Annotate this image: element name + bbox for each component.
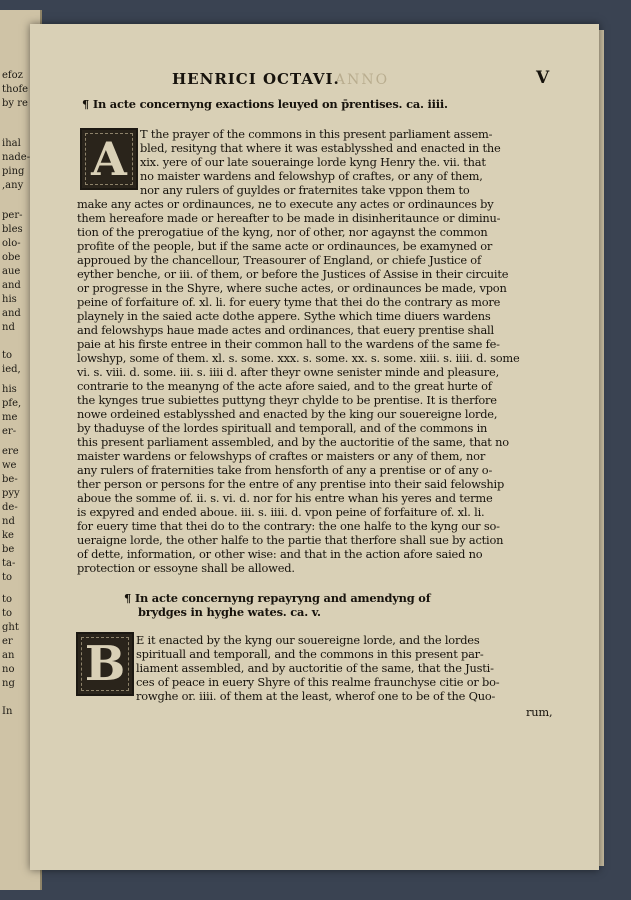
text-line: nor any rulers of guyldes or fraternites take vppon them to bbox=[140, 183, 470, 197]
facing-page-fragment: by re bbox=[2, 98, 28, 109]
text-line: ther person or persons for the entre of any prentise into their said felowship bbox=[77, 477, 505, 491]
facing-page-fragment: ere bbox=[2, 446, 19, 457]
facing-page-fragment: de- bbox=[2, 502, 18, 513]
text-line: for euery time that thei do to the contrary: the one halfe to the kyng our so- bbox=[77, 519, 500, 533]
facing-page-fragment: nd bbox=[2, 322, 15, 333]
facing-page-fragment: er- bbox=[2, 426, 17, 437]
text-line: nowe ordeined establysshed and enacted by the king our souereigne lorde, bbox=[77, 407, 498, 421]
text-line: xix. yere of our late souerainge lorde kyng Henry the. vii. that bbox=[140, 155, 486, 169]
facing-page-fragment: bles bbox=[2, 224, 23, 235]
text-line: spirituall and temporall, and the commons in this present par- bbox=[136, 647, 484, 661]
facing-page-fragment: ied, bbox=[2, 364, 21, 375]
text-line: ces of peace in euery Shyre of this realme fraunchyse citie or bo- bbox=[136, 675, 500, 689]
text-line: vi. s. viii. d. some. iii. s. iiii d. after theyr owne senister minde and pleasure, bbox=[77, 365, 499, 379]
text-line: bled, resityng that where it was establysshed and enacted in the bbox=[140, 141, 501, 155]
paragraph-mark-icon: ¶ bbox=[82, 97, 90, 111]
facing-page-fragment: aue bbox=[2, 266, 21, 277]
text-line: T the prayer of the commons in this present parliament assem- bbox=[140, 127, 493, 141]
text-line: them hereafore made or hereafter to be made in disinheritaunce or diminu- bbox=[77, 211, 501, 225]
facing-page-fragment: ping bbox=[2, 166, 25, 177]
facing-page-fragment: ght bbox=[2, 622, 19, 633]
facing-page-fragment: thofe bbox=[2, 84, 29, 95]
text-line: make any actes or ordinaunces, ne to execute any actes or ordinaunces by bbox=[77, 197, 494, 211]
facing-page-fragment: per- bbox=[2, 210, 23, 221]
text-line: E it enacted by the kyng our souereigne lorde, and the lordes bbox=[136, 633, 480, 647]
facing-page-fragment: nade- bbox=[2, 152, 31, 163]
facing-page-fragment: olo- bbox=[2, 238, 21, 249]
text-line: protection or essoyne shall be allowed. bbox=[77, 561, 295, 575]
text-line: is expyred and ended aboue. iii. s. iiii. d. vpon peine of forfaiture of. xl. li. bbox=[77, 505, 485, 519]
facing-page-fragment: his bbox=[2, 384, 17, 395]
page-text bbox=[30, 24, 599, 870]
paragraph-mark-icon: ¶ bbox=[124, 591, 132, 605]
facing-page-fragment: no bbox=[2, 664, 15, 675]
text-line: any rulers of fraternities take from hensforth of any a prentise or of any o- bbox=[77, 463, 493, 477]
text-line: ueraigne lorde, the other halfe to the partie that therfore shall sue by action bbox=[77, 533, 504, 547]
act-title: ¶ In acte concernyng exactions leuyed on p̄rentises. ca. iiii. bbox=[82, 97, 448, 111]
bleed-through-text: ANNO bbox=[335, 72, 390, 88]
ornamental-initial: A bbox=[80, 128, 138, 190]
text-line: liament assembled, and by auctoritie of the same, that the Justi- bbox=[136, 661, 494, 675]
text-line: profite of the people, but if the same acte or ordinaunces, be examyned or bbox=[77, 239, 493, 253]
text-line: tion of the prerogatiue of the kyng, nor of other, nor agaynst the common bbox=[77, 225, 488, 239]
facing-page-fragment: be- bbox=[2, 474, 18, 485]
facing-page-fragment: to bbox=[2, 594, 13, 605]
folio-number: V bbox=[536, 68, 550, 88]
facing-page-fragment: ta- bbox=[2, 558, 16, 569]
facing-page-fragment: to bbox=[2, 350, 13, 361]
text-line: or progresse in the Shyre, where suche actes, or ordinaunces be made, vpon bbox=[77, 281, 507, 295]
text-line: no maister wardens and felowshyp of craftes, or any of them, bbox=[140, 169, 483, 183]
facing-page-fragment: me bbox=[2, 412, 18, 423]
text-line: paie at his firste entree in their common hall to the wardens of the same fe- bbox=[77, 337, 500, 351]
text-line: peine of forfaiture of. xl. li. for euery tyme that thei do the contrary as more bbox=[77, 295, 501, 309]
facing-page-fragment: and bbox=[2, 308, 21, 319]
text-line: lowshyp, some of them. xl. s. some. xxx. s. some. xx. s. some. xiii. s. iiii. d. some bbox=[77, 351, 520, 365]
text-line: rowghe or. iiii. of them at the least, wherof one to be of the Quo- bbox=[136, 689, 496, 703]
catchword: rum, bbox=[526, 705, 553, 719]
facing-page-fragment: an bbox=[2, 650, 15, 661]
book-page bbox=[30, 24, 599, 870]
facing-page-fragment: er bbox=[2, 636, 13, 647]
facing-page-fragment: ihal bbox=[2, 138, 21, 149]
text-line: approued by the chancellour, Treasourer of England, or chiefe Justice of bbox=[77, 253, 481, 267]
text-line: aboue the somme of. ii. s. vi. d. nor for his entre whan his yeres and terme bbox=[77, 491, 493, 505]
ornamental-initial: B bbox=[76, 632, 134, 696]
text-line: by thaduyse of the lordes spirituall and temporall, and of the commons in bbox=[77, 421, 488, 435]
facing-page-fragment: nd bbox=[2, 516, 15, 527]
facing-page-fragment: we bbox=[2, 460, 17, 471]
facing-page-fragment: ke bbox=[2, 530, 14, 541]
text-line: of dette, information, or other wise: and that in the action afore saied no bbox=[77, 547, 483, 561]
facing-page-fragment: In bbox=[2, 706, 13, 717]
facing-page-fragment: pfe, bbox=[2, 398, 22, 409]
facing-page-fragment: to bbox=[2, 572, 13, 583]
facing-page-fragment: pyy bbox=[2, 488, 20, 499]
facing-page-fragment: ,any bbox=[2, 180, 24, 191]
act-title: ¶ In acte concernyng repayryng and amendyng of bbox=[124, 591, 431, 605]
facing-page-fragment: ng bbox=[2, 678, 15, 689]
facing-page-fragment: obe bbox=[2, 252, 21, 263]
facing-page-fragment: be bbox=[2, 544, 15, 555]
facing-page-fragment: and bbox=[2, 280, 21, 291]
text-line: eyther benche, or iii. of them, or before the Justices of Assise in their circuite bbox=[77, 267, 509, 281]
text-line: maister wardens or felowshyps of craftes or maisters or any of them, nor bbox=[77, 449, 486, 463]
text-line: the kynges true subiettes puttyng theyr chylde to be prentise. It is therfore bbox=[77, 393, 497, 407]
text-line: playnely in the saied acte dothe appere. Sythe which time diuers wardens bbox=[77, 309, 491, 323]
act-title-continuation: brydges in hyghe wates. ca. v. bbox=[138, 605, 321, 619]
running-title: HENRICI OCTAVI. bbox=[172, 70, 340, 88]
text-line: and felowshyps haue made actes and ordinances, that euery prentise shall bbox=[77, 323, 494, 337]
facing-page-fragment: efoz bbox=[2, 70, 23, 81]
text-line: contrarie to the meanyng of the acte afore saied, and to the great hurte of bbox=[77, 379, 492, 393]
text-line: this present parliament assembled, and by the auctoritie of the same, that no bbox=[77, 435, 509, 449]
facing-page-fragment: to bbox=[2, 608, 13, 619]
facing-page-fragment: his bbox=[2, 294, 17, 305]
